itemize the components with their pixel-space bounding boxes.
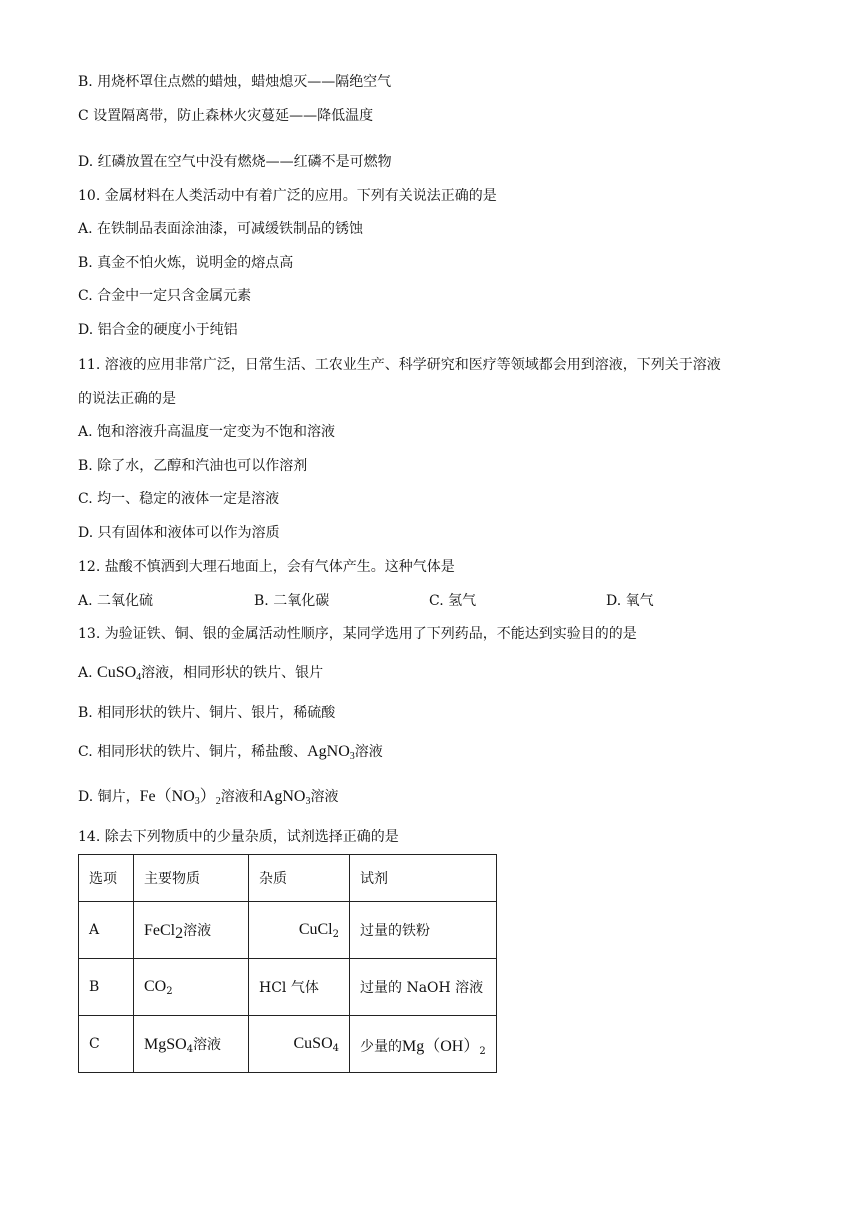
q10-option-c: C. 合金中一定只含金属元素 [78,288,252,304]
q13-a-formula-sub: 4 [136,672,142,683]
q9-option-d: D. 红磷放置在空气中没有燃烧——红磷不是可燃物 [78,154,392,170]
row-a-reagent: 过量的铁粉 [350,902,497,959]
q14-stem: 14. 除去下列物质中的少量杂质，试剂选择正确的是 [78,829,399,845]
row-a-impurity [249,902,350,959]
q13-c-text: C. 相同形状的铁片、铜片，稀盐酸、 [78,744,308,760]
q12-option-c: C. 氢气 [429,593,477,609]
row-c-reagent-prefix: 少量的 [360,1038,402,1055]
row-c-reagent-sub: 2 [479,1045,486,1057]
q14-table [78,854,497,1073]
q13-option-d [78,787,338,807]
q11-option-a: A. 饱和溶液升高温度一定变为不饱和溶液 [78,424,336,440]
row-b-option: B [79,959,134,1016]
q13-a-formula-text: CuSO [97,664,137,681]
q13-a-rest: 溶液，相同形状的铁片、银片 [141,665,324,681]
table-header-row [79,855,497,902]
row-b-main-formula: CO [144,978,167,995]
q13-d-formula-1b: ） [199,788,216,805]
row-c-reagent-formula: Mg（OH） [402,1037,480,1055]
row-a-option: A [79,902,134,959]
q13-d-rest: 溶液 [310,789,339,805]
q11-option-b: B. 除了水，乙醇和汽油也可以作溶剂 [78,458,308,474]
q13-a-prefix: A. [78,665,98,681]
row-a-main [134,902,249,959]
q13-option-c [78,742,383,762]
q13-a-formula [97,664,141,681]
q13-c-formula-sub: 3 [349,751,355,762]
row-b-impurity-text: HCl 气体 [259,980,319,996]
q13-option-a [78,663,323,683]
q10-option-a: A. 在铁制品表面涂油漆，可减缓铁制品的锈蚀 [78,221,364,237]
row-b-impurity [249,959,350,1016]
q12-options [78,590,838,610]
q9-option-b: B. 用烧杯罩住点燃的蜡烛，蜡烛熄灭——隔绝空气 [78,74,392,90]
row-c-main [134,1016,249,1073]
q12-option-b: B. 二氧化碳 [254,593,330,609]
header-impurity: 杂质 [249,855,350,902]
q12-option-a: A. 二氧化硫 [78,593,154,609]
header-option: 选项 [79,855,134,902]
q13-d-formula-2-text: AgNO [262,788,306,805]
table-row [79,959,497,1016]
q13-option-b: B. 相同形状的铁片、铜片、银片，稀硫酸 [78,705,336,721]
q13-d-formula-2-sub: 3 [305,796,311,807]
q13-d-formula-1 [140,788,221,805]
row-c-impurity-sub: 4 [332,1043,339,1054]
row-b-main [134,959,249,1016]
header-main-substance: 主要物质 [134,855,249,902]
q12-stem: 12. 盐酸不慎洒到大理石地面上，会有气体产生。这种气体是 [78,559,455,575]
q13-d-formula-1-sub1: 3 [194,796,200,807]
q13-d-formula-1-sub2: 2 [215,796,221,807]
q9-option-c: C 设置隔离带，防止森林火灾蔓延——降低温度 [78,108,374,124]
q11-stem-line1: 11. 溶液的应用非常广泛，日常生活、工农业生产、科学研究和医疗等领域都会用到溶液，下列关于溶液 [78,357,721,373]
header-reagent: 试剂 [350,855,497,902]
row-a-impurity-formula: CuCl [298,921,333,938]
row-c-main-sub: 4 [186,1044,194,1055]
q13-c-rest: 溶液 [354,744,383,760]
q11-option-d: D. 只有固体和液体可以作为溶质 [78,525,280,541]
q10-option-b: B. 真金不怕火炼，说明金的熔点高 [78,255,294,271]
q13-d-prefix: D. 铜片， [78,789,140,805]
table-row [79,902,497,959]
row-c-option: C [79,1016,134,1073]
row-c-impurity-formula: CuSO [293,1035,333,1052]
q10-option-d: D. 铝合金的硬度小于纯铝 [78,322,238,338]
row-c-impurity [249,1016,350,1073]
row-a-main-sub: 2 [175,925,184,942]
q13-c-formula-text: AgNO [307,743,350,760]
q12-option-d: D. 氧气 [606,593,654,609]
q13-c-formula [307,743,355,760]
table-row [79,1016,497,1073]
row-b-main-sub: 2 [166,986,173,997]
q13-d-formula-1a: Fe（NO [139,788,195,805]
q10-stem: 10. 金属材料在人类活动中有着广泛的应用。下列有关说法正确的是 [78,188,497,204]
row-a-main-formula: FeCl [144,922,176,939]
row-b-reagent: 过量的 NaOH 溶液 [350,959,497,1016]
row-c-main-suffix: 溶液 [193,1037,222,1053]
row-c-main-formula: MgSO [144,1036,187,1053]
q13-d-formula-2 [263,788,311,805]
row-a-main-suffix: 溶液 [183,923,212,939]
row-a-impurity-sub: 2 [332,929,339,940]
q11-option-c: C. 均一、稳定的液体一定是溶液 [78,491,280,507]
q13-d-mid: 溶液和 [220,789,263,805]
row-c-reagent [350,1016,497,1073]
q13-stem: 13. 为验证铁、铜、银的金属活动性顺序，某同学选用了下列药品，不能达到实验目的的是 [78,626,637,642]
q11-stem-line2: 的说法正确的是 [78,391,176,407]
